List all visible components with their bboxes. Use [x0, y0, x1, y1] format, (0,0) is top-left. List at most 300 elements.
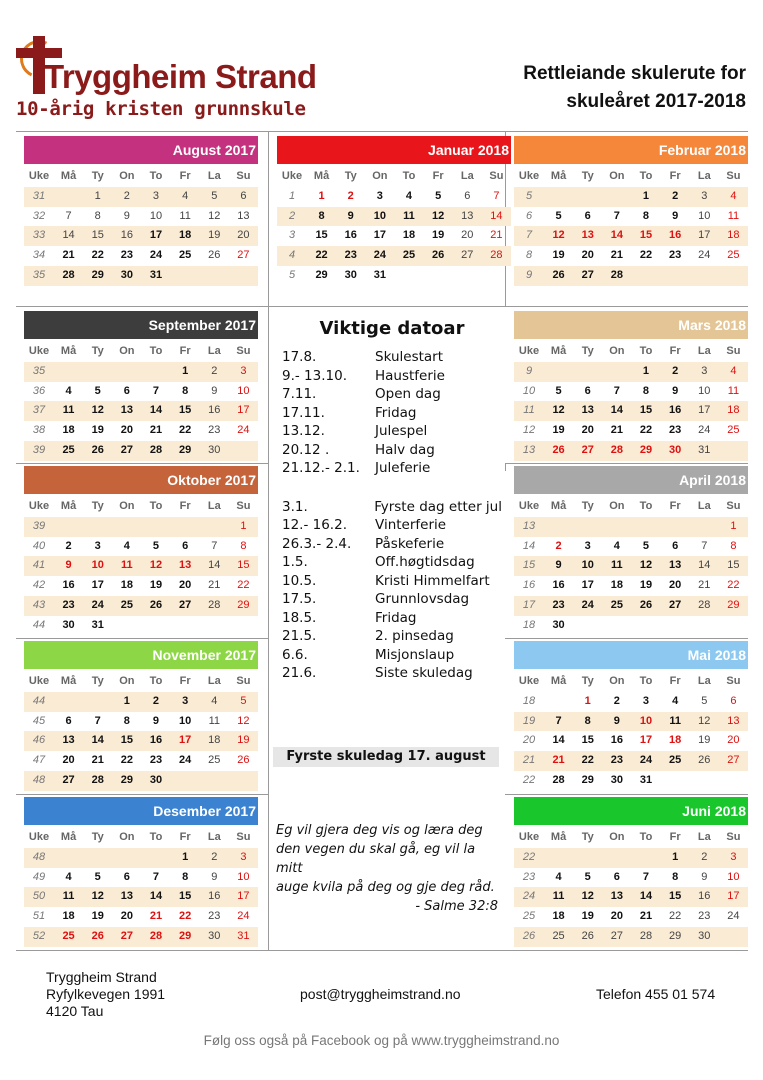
- important-date: 17.5.: [282, 591, 317, 607]
- week-number: 48: [24, 771, 54, 791]
- important-label: 2. pinsedag: [375, 628, 454, 644]
- day-cell: 14: [83, 731, 112, 751]
- month-title: November 2017: [24, 641, 258, 669]
- day-cell: 30: [200, 441, 229, 461]
- day-cell: 2: [141, 692, 170, 712]
- day-header: Uke: [28, 831, 50, 843]
- important-date: 26.3.- 2.4.: [282, 535, 352, 552]
- day-header: Uke: [28, 170, 50, 182]
- day-cell: 2: [690, 848, 719, 868]
- month-calendar: [277, 136, 511, 286]
- day-header: Su: [236, 500, 251, 512]
- day-header: Fr: [179, 675, 191, 687]
- day-cell: 21: [639, 910, 653, 922]
- day-cell: 20: [669, 579, 682, 591]
- day-cell: [602, 517, 631, 537]
- day-cell: 10: [727, 870, 740, 883]
- day-header: Ty: [581, 345, 594, 357]
- day-cell: [54, 187, 83, 207]
- day-header: On: [119, 675, 135, 687]
- day-header: Fr: [669, 345, 681, 357]
- important-date: 6.6.: [282, 646, 308, 663]
- verse-reference: - Salme 32:8: [415, 899, 498, 914]
- day-cell: 11: [179, 209, 191, 222]
- week-number: 18: [522, 694, 536, 707]
- week-number: 39: [24, 441, 54, 461]
- day-cell: 17: [690, 401, 719, 421]
- day-cell: 9: [211, 384, 218, 397]
- day-cell: 14: [141, 887, 170, 907]
- day-cell: 19: [698, 734, 711, 747]
- week-number: 2: [277, 207, 307, 227]
- day-cell: 6: [672, 539, 679, 552]
- day-cell: 16: [690, 887, 719, 907]
- day-cell: 21: [610, 424, 623, 436]
- day-cell: 10: [83, 556, 112, 576]
- day-header: Ty: [581, 675, 594, 687]
- day-cell: 9: [152, 714, 160, 727]
- day-cell: 24: [631, 751, 660, 771]
- day-cell: 29: [631, 441, 660, 461]
- day-cell: [453, 266, 482, 286]
- month-calendar: [24, 641, 258, 791]
- day-cell: 13: [171, 556, 200, 576]
- day-cell: 27: [453, 246, 482, 266]
- day-cell: 4: [719, 362, 748, 382]
- day-cell: 31: [639, 773, 653, 786]
- day-cell: 28: [602, 266, 631, 286]
- day-cell: 7: [613, 384, 620, 397]
- day-cell: [200, 266, 229, 286]
- day-cell: 7: [94, 714, 101, 727]
- day-cell: [171, 266, 200, 286]
- week-number: 3: [288, 229, 296, 242]
- important-date-row: [282, 664, 502, 683]
- important-date: 10.5.: [282, 572, 317, 589]
- day-header: Ty: [581, 500, 594, 512]
- day-cell: 6: [229, 187, 258, 207]
- important-label: Skulestart: [375, 349, 444, 365]
- day-cell: 9: [54, 556, 83, 576]
- day-cell: 3: [229, 362, 258, 382]
- day-cell: 1: [112, 692, 141, 712]
- day-cell: 19: [639, 579, 653, 591]
- important-date-row: [282, 590, 502, 609]
- important-date-row: [282, 498, 502, 517]
- important-label: Fridag: [375, 404, 417, 421]
- important-date: 9.- 13.10.: [282, 367, 347, 384]
- day-header: Su: [489, 170, 504, 182]
- day-cell: 24: [698, 424, 711, 436]
- day-cell: 15: [631, 401, 660, 421]
- day-cell: [229, 266, 258, 286]
- day-cell: 25: [179, 249, 192, 261]
- week-number: 35: [24, 362, 54, 382]
- week-number: 50: [24, 887, 54, 907]
- week-number: 36: [32, 384, 46, 397]
- day-header: To: [639, 675, 653, 687]
- day-cell: 25: [54, 441, 83, 461]
- day-header: Fr: [179, 345, 191, 357]
- footer-email[interactable]: post@tryggheimstrand.no: [300, 986, 461, 1002]
- week-number: 8: [525, 249, 533, 261]
- day-cell: 7: [642, 870, 650, 883]
- day-cell: 14: [552, 734, 565, 747]
- day-cell: 18: [719, 401, 748, 421]
- day-cell: 7: [613, 209, 620, 222]
- day-cell: [171, 616, 200, 636]
- day-cell: 8: [730, 539, 737, 552]
- important-date-row: [282, 478, 502, 498]
- day-cell: 20: [120, 424, 133, 436]
- day-cell: 10: [365, 207, 394, 227]
- day-cell: 15: [83, 226, 112, 246]
- day-cell: 17: [719, 887, 748, 907]
- important-date: 3.1.: [282, 498, 308, 515]
- day-cell: 5: [200, 187, 229, 207]
- day-cell: 26: [424, 246, 453, 266]
- day-header: Su: [236, 170, 251, 182]
- day-cell: 23: [208, 424, 221, 436]
- day-cell: 29: [112, 771, 141, 791]
- day-cell: [661, 771, 690, 791]
- day-cell: 18: [120, 579, 133, 591]
- day-cell: 22: [237, 579, 250, 591]
- day-cell: 24: [179, 754, 192, 766]
- day-cell: 17: [373, 229, 386, 242]
- day-cell: 7: [493, 189, 500, 202]
- week-number: 46: [24, 731, 54, 751]
- day-cell: 1: [171, 848, 200, 868]
- day-cell: 19: [91, 424, 104, 436]
- day-cell: 21: [490, 229, 503, 242]
- day-cell: 22: [179, 424, 192, 436]
- important-date-row: [282, 627, 502, 646]
- day-cell: [112, 616, 141, 636]
- day-header: Ty: [91, 500, 104, 512]
- day-header: Fr: [669, 170, 681, 182]
- day-header: Må: [550, 170, 567, 182]
- day-cell: [141, 362, 170, 382]
- day-cell: [573, 517, 602, 537]
- day-cell: 21: [698, 579, 711, 591]
- day-cell: 3: [376, 189, 383, 202]
- day-cell: 3: [141, 187, 170, 207]
- day-cell: 15: [631, 226, 660, 246]
- important-label: Off.høgtidsdag: [375, 554, 475, 570]
- day-cell: 21: [149, 424, 163, 436]
- day-cell: 16: [112, 226, 141, 246]
- day-cell: 24: [237, 910, 250, 922]
- day-cell: [141, 517, 170, 537]
- day-cell: 10: [179, 714, 192, 727]
- important-date: 12.- 16.2.: [282, 517, 347, 533]
- day-cell: 5: [584, 870, 591, 883]
- month-calendar: [24, 311, 258, 461]
- day-cell: [112, 517, 141, 537]
- day-cell: 10: [698, 209, 711, 222]
- day-cell: 23: [669, 249, 682, 261]
- day-cell: 4: [123, 539, 130, 552]
- day-cell: 31: [91, 618, 104, 631]
- day-cell: 22: [573, 751, 602, 771]
- day-cell: 13: [112, 401, 141, 421]
- day-cell: 21: [208, 579, 221, 591]
- day-cell: [602, 187, 631, 207]
- important-date: 21.12.- 2.1.: [282, 460, 360, 476]
- first-school-day: Fyrste skuledag 17. august: [273, 747, 499, 767]
- day-cell: 8: [672, 870, 679, 883]
- day-cell: 30: [141, 771, 170, 791]
- bible-verse: [276, 821, 504, 916]
- day-cell: 25: [54, 927, 83, 947]
- day-cell: 18: [200, 731, 229, 751]
- day-header: To: [149, 500, 163, 512]
- day-cell: 24: [237, 424, 250, 436]
- day-cell: 19: [229, 731, 258, 751]
- month-calendar: [24, 466, 258, 635]
- week-number: 39: [24, 517, 54, 537]
- day-cell: 18: [402, 229, 416, 242]
- day-cell: [229, 441, 258, 461]
- important-date-row: [282, 367, 502, 386]
- day-cell: [394, 266, 423, 286]
- month-title: Juni 2018: [514, 797, 748, 825]
- day-cell: 26: [573, 927, 602, 947]
- day-cell: 8: [182, 870, 189, 883]
- week-number: 13: [514, 441, 544, 461]
- day-cell: 4: [719, 187, 748, 207]
- day-cell: 27: [602, 927, 631, 947]
- day-cell: 19: [432, 229, 445, 242]
- day-cell: 20: [727, 734, 740, 747]
- day-cell: 10: [698, 384, 711, 397]
- day-cell: 7: [152, 870, 160, 883]
- day-cell: 26: [208, 249, 221, 261]
- day-cell: 24: [573, 596, 602, 616]
- day-cell: 20: [62, 754, 75, 766]
- day-cell: [690, 616, 719, 636]
- day-cell: 5: [555, 209, 562, 222]
- day-cell: 4: [200, 692, 229, 712]
- week-number: 32: [32, 209, 46, 222]
- day-cell: 22: [91, 249, 104, 261]
- day-cell: [54, 692, 83, 712]
- day-cell: 11: [727, 209, 740, 222]
- day-cell: 12: [544, 401, 573, 421]
- day-cell: [631, 517, 660, 537]
- week-number: 23: [522, 870, 536, 883]
- day-cell: 14: [200, 556, 229, 576]
- day-cell: 13: [661, 556, 690, 576]
- day-cell: [719, 266, 748, 286]
- day-cell: 9: [672, 384, 679, 397]
- week-number: 9: [514, 266, 544, 286]
- day-cell: 29: [661, 927, 690, 947]
- day-cell: 23: [149, 754, 163, 766]
- day-cell: [544, 187, 573, 207]
- day-cell: 20: [229, 226, 258, 246]
- day-cell: 12: [424, 207, 453, 227]
- day-header: On: [119, 345, 135, 357]
- day-cell: 11: [661, 712, 690, 732]
- day-header: Må: [550, 345, 567, 357]
- day-cell: 27: [112, 927, 141, 947]
- day-cell: 29: [83, 266, 112, 286]
- day-cell: 16: [610, 734, 623, 747]
- day-cell: 27: [719, 751, 748, 771]
- day-cell: 11: [112, 556, 141, 576]
- day-header: Ty: [91, 170, 104, 182]
- day-cell: 14: [482, 207, 511, 227]
- day-cell: 25: [602, 596, 631, 616]
- day-header: La: [697, 345, 711, 357]
- important-date: 21.6.: [282, 665, 317, 681]
- month-title: August 2017: [24, 136, 258, 164]
- week-number: 6: [525, 209, 533, 222]
- day-cell: 3: [690, 187, 719, 207]
- day-cell: 16: [344, 229, 357, 242]
- day-header: To: [149, 345, 163, 357]
- day-cell: [544, 362, 573, 382]
- week-number: 47: [32, 754, 46, 766]
- day-cell: 17: [229, 401, 258, 421]
- day-cell: 25: [727, 424, 740, 436]
- day-cell: 16: [552, 579, 565, 591]
- day-cell: 23: [698, 910, 711, 922]
- important-date-row: [282, 348, 502, 367]
- day-cell: 14: [690, 556, 719, 576]
- day-cell: 8: [642, 384, 650, 397]
- footer-follow[interactable]: Følg oss også på Facebook og på www.tryggheimstrand.no: [203, 1033, 560, 1048]
- day-cell: 16: [661, 226, 690, 246]
- day-cell: 28: [602, 441, 631, 461]
- day-cell: 27: [171, 596, 200, 616]
- month-title: Mai 2018: [514, 641, 748, 669]
- footer-street: Ryfylkevegen 1991: [46, 986, 166, 1002]
- week-number: 7: [514, 226, 544, 246]
- day-cell: 9: [544, 556, 573, 576]
- day-cell: 14: [631, 887, 660, 907]
- day-header: To: [149, 170, 163, 182]
- day-cell: 20: [610, 910, 623, 922]
- day-cell: 11: [54, 401, 83, 421]
- day-cell: 3: [642, 694, 650, 707]
- day-header: Su: [236, 831, 251, 843]
- day-cell: 2: [200, 848, 229, 868]
- month-calendar: [514, 136, 748, 286]
- day-cell: [544, 848, 573, 868]
- day-cell: 17: [141, 226, 170, 246]
- document-title: [446, 60, 746, 116]
- day-cell: 18: [669, 734, 682, 747]
- day-cell: 15: [719, 556, 748, 576]
- day-cell: 1: [171, 362, 200, 382]
- school-logo: [16, 36, 317, 126]
- day-cell: 29: [229, 596, 258, 616]
- day-cell: 13: [112, 887, 141, 907]
- day-cell: 22: [179, 910, 192, 922]
- week-number: 22: [522, 773, 536, 786]
- day-cell: 18: [62, 424, 75, 436]
- week-number: 44: [32, 618, 46, 631]
- day-header: Ty: [91, 675, 104, 687]
- day-cell: 28: [54, 266, 83, 286]
- day-cell: 25: [112, 596, 141, 616]
- day-cell: [573, 362, 602, 382]
- day-header: Su: [726, 170, 741, 182]
- day-cell: 25: [727, 249, 740, 261]
- day-header: To: [402, 170, 416, 182]
- day-cell: 21: [91, 754, 104, 766]
- day-cell: 6: [584, 209, 591, 222]
- day-cell: 31: [229, 927, 258, 947]
- day-cell: 18: [552, 910, 565, 922]
- day-cell: [661, 616, 690, 636]
- week-number: 24: [514, 887, 544, 907]
- day-cell: 28: [200, 596, 229, 616]
- day-header: Su: [726, 675, 741, 687]
- day-cell: 8: [642, 209, 650, 222]
- day-cell: 3: [94, 539, 101, 552]
- day-cell: 15: [112, 731, 141, 751]
- week-number: 26: [514, 927, 544, 947]
- day-cell: 12: [237, 714, 250, 727]
- important-date-row: [282, 404, 502, 423]
- day-header: La: [460, 170, 474, 182]
- day-cell: 28: [552, 773, 565, 786]
- day-cell: 4: [65, 384, 72, 397]
- day-header: Må: [60, 675, 77, 687]
- day-cell: 6: [123, 870, 130, 883]
- day-header: Må: [60, 831, 77, 843]
- day-header: Må: [60, 345, 77, 357]
- important-date-row: [282, 422, 502, 441]
- day-cell: 19: [149, 579, 163, 591]
- day-cell: 9: [211, 870, 218, 883]
- day-cell: 13: [573, 401, 602, 421]
- day-cell: [200, 616, 229, 636]
- logo-subtitle: 10-årig kristen grunnskule: [16, 98, 306, 120]
- day-cell: 16: [62, 579, 75, 591]
- important-date-row: [282, 572, 502, 591]
- day-cell: 25: [661, 751, 690, 771]
- day-cell: 22: [120, 754, 133, 766]
- day-cell: 9: [701, 870, 708, 883]
- day-cell: 2: [555, 539, 562, 552]
- day-cell: [544, 517, 573, 537]
- day-cell: 1: [584, 694, 591, 707]
- day-cell: [112, 362, 141, 382]
- day-cell: 13: [54, 731, 83, 751]
- week-number: 1: [288, 189, 296, 202]
- day-cell: 6: [182, 539, 189, 552]
- day-cell: 25: [394, 246, 423, 266]
- week-number: 20: [522, 734, 536, 747]
- day-cell: [631, 266, 660, 286]
- day-header: Ty: [91, 345, 104, 357]
- important-date: 7.11.: [282, 386, 317, 402]
- day-cell: 2: [661, 362, 690, 382]
- day-cell: 31: [690, 441, 719, 461]
- day-cell: [54, 848, 83, 868]
- day-cell: 29: [171, 441, 200, 461]
- day-cell: 30: [62, 618, 75, 631]
- week-number: 10: [522, 384, 536, 397]
- day-header: Su: [726, 500, 741, 512]
- day-cell: [602, 362, 631, 382]
- day-cell: 10: [237, 870, 250, 883]
